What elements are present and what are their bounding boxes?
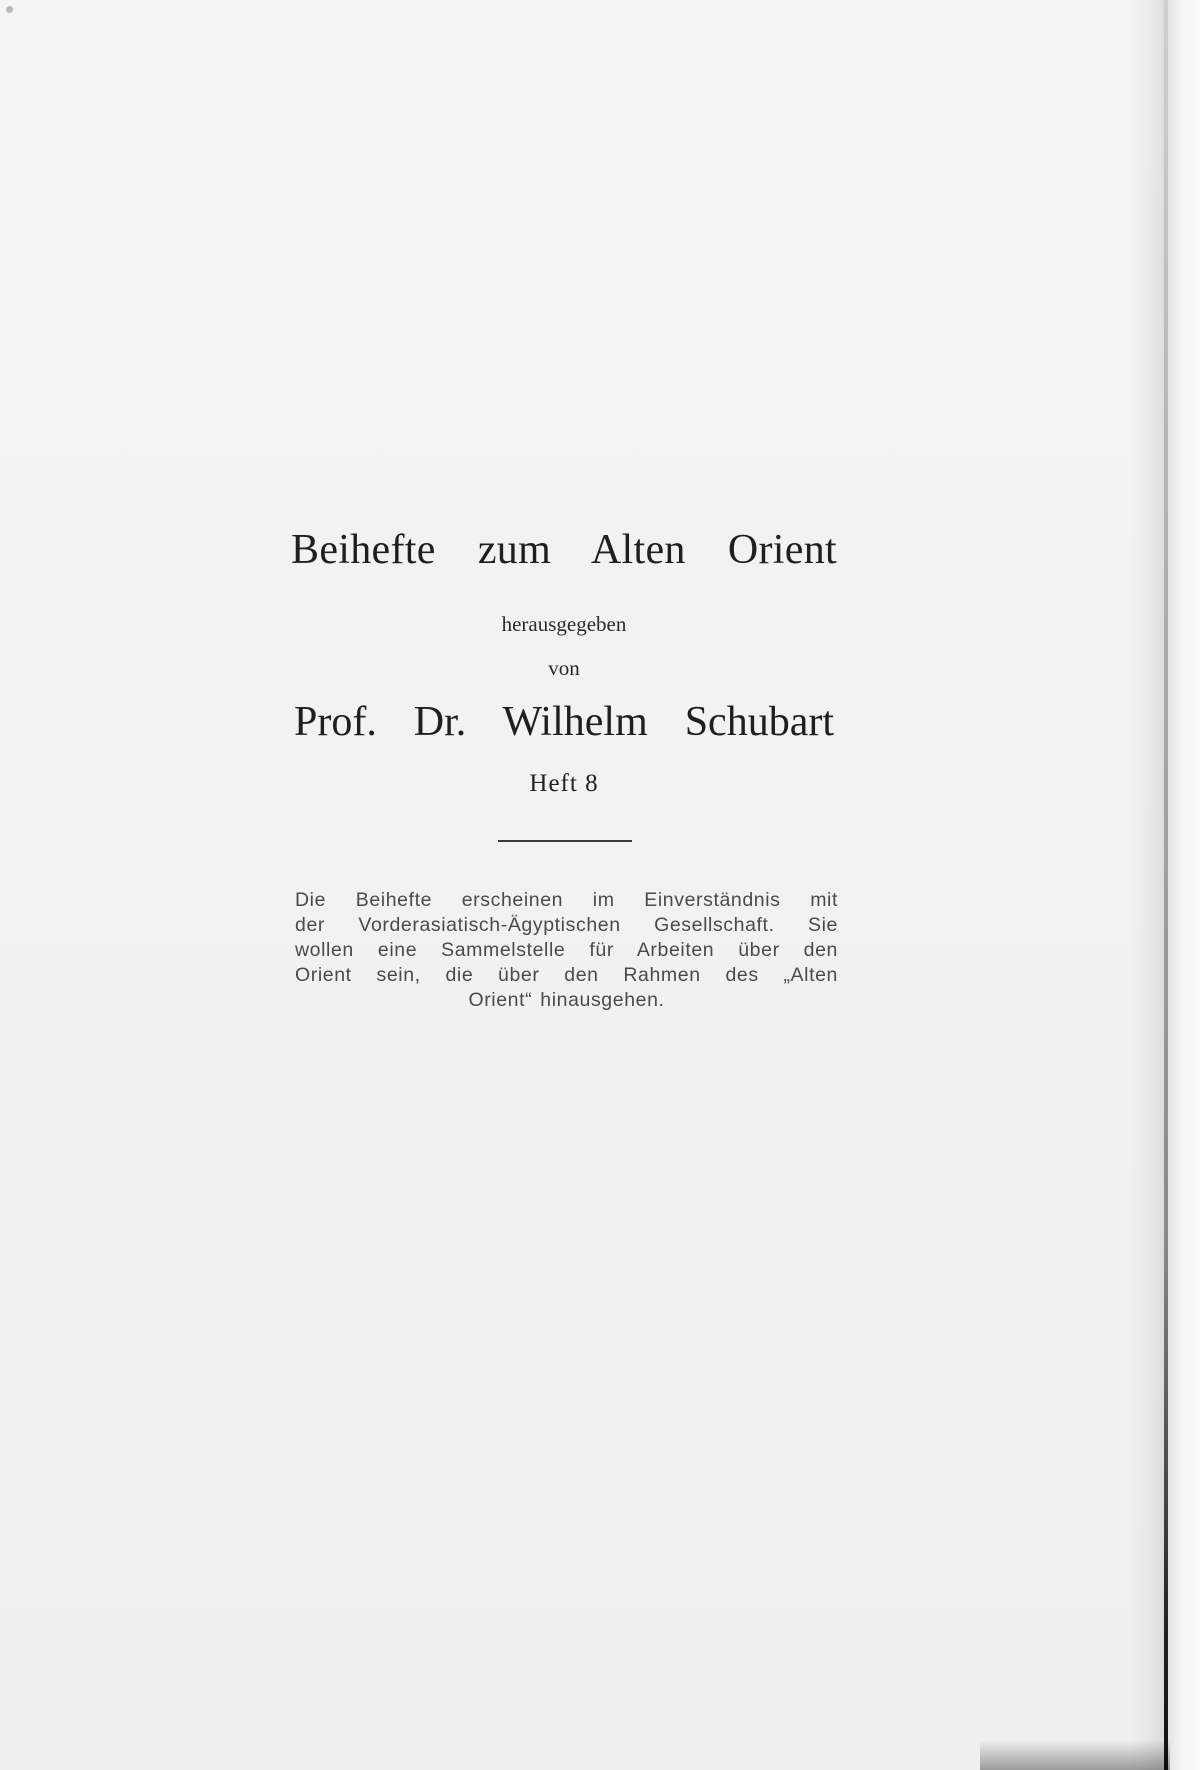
page-edge-shading [1130,0,1168,1770]
notice-line: Orient sein, die über den Rahmen des „Alten [295,964,838,986]
scan-mark-dot [6,6,13,13]
notice-line: Orient“ hinausgehen. [468,989,665,1011]
editor-prefix: herausgegeben [501,612,627,636]
notice-line: der Vorderasiatisch-Ägyptischen Gesellschaft. Sie [295,914,838,936]
series-title-block [0,526,1128,574]
notice-line: wollen eine Sammelstelle für Arbeiten über den [295,939,838,961]
series-title: Beihefte zum Alten Orient [291,527,837,573]
editor-name: Prof. Dr. Wilhelm Schubart [294,699,834,745]
notice-line: Die Beihefte erscheinen im Einverständnis mit [295,889,838,911]
editor-name-block [0,698,1128,746]
binding-edge-line [1164,0,1168,1770]
publication-notice [295,888,838,1013]
issue-number: Heft 8 [529,770,599,797]
bottom-corner-shadow [980,1740,1170,1770]
book-binding [1168,0,1200,1770]
section-divider [498,840,632,842]
editor-by: von [548,656,580,680]
